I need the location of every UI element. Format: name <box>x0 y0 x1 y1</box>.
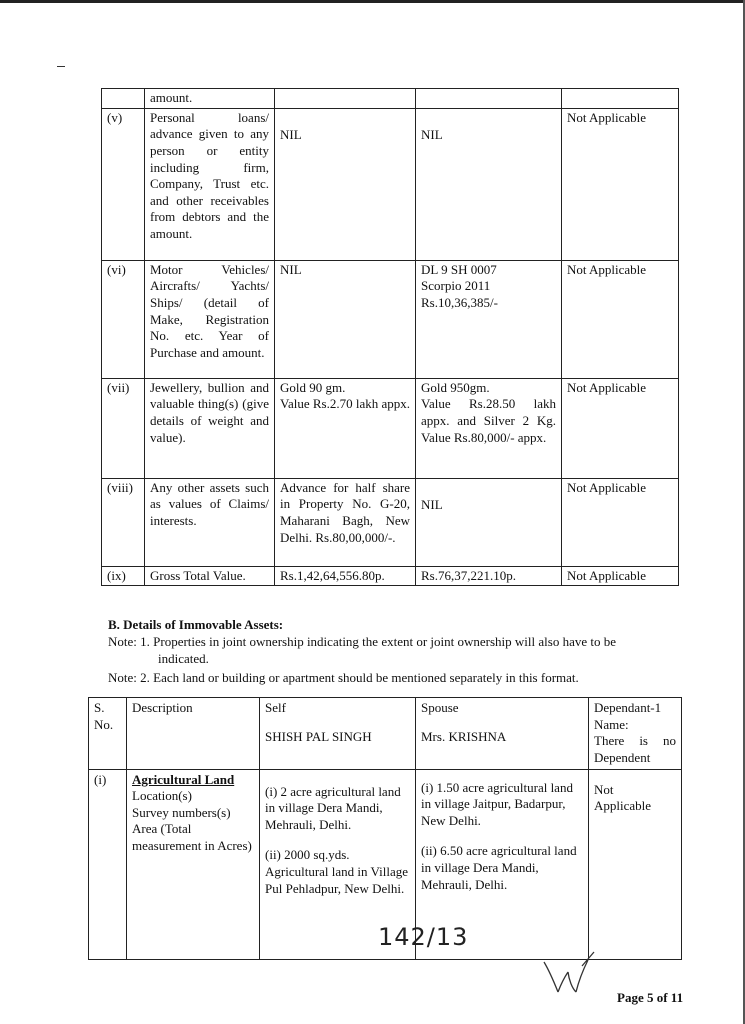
handwritten-number: 142/13 <box>378 923 469 951</box>
table-row <box>102 378 679 478</box>
table-row <box>102 89 679 109</box>
self-property-1: (i) 2 acre agricultural land in village Dera Mandi, Mehrauli, Delhi. <box>265 783 401 832</box>
row-self-value: NIL <box>275 260 416 378</box>
row-dependent-value: Not Applicable <box>562 566 679 586</box>
row-spouse-value: NIL <box>416 108 562 260</box>
row-number: (viii) <box>102 478 145 566</box>
scan-top-edge <box>0 0 745 3</box>
row-number: (v) <box>102 108 145 260</box>
header-spouse-name: Mrs. KRISHNA <box>421 728 507 744</box>
row-spouse-value: NIL <box>416 478 562 566</box>
row-spouse-value: Gold 950gm. Value Rs.28.50 lakh appx. and Silver 2 Kg. Value Rs.80,000/- appx. <box>416 378 562 478</box>
row-self-value: Gold 90 gm. Value Rs.2.70 lakh appx. <box>275 378 416 478</box>
header-dependent: Dependant-1 Name: There is no Dependent <box>589 698 682 770</box>
row-spouse-value: DL 9 SH 0007 Scorpio 2011 Rs.10,36,385/- <box>416 260 562 378</box>
row-spouse-value: Rs.76,37,221.10p. <box>416 566 562 586</box>
row-self-value: Rs.1,42,64,556.80p. <box>275 566 416 586</box>
row-description: Any other assets such as values of Claims/ interests. <box>145 478 275 566</box>
note-1-continued: indicated. <box>158 650 209 666</box>
table-row <box>102 260 679 378</box>
row-dependent-value: Not Applicable <box>562 478 679 566</box>
row-dependent-value: Not Applicable <box>562 260 679 378</box>
row-description: Gross Total Value. <box>145 566 275 586</box>
agricultural-land-title: Agricultural Land <box>132 771 235 787</box>
table-row <box>102 478 679 566</box>
section-title: B. Details of Immovable Assets: <box>108 617 284 632</box>
row-self-value: NIL <box>275 108 416 260</box>
row-number: (i) <box>89 769 127 959</box>
page-number: Page 5 of 11 <box>617 990 684 1005</box>
row-number: (vii) <box>102 378 145 478</box>
row-number <box>102 89 145 109</box>
row-dependent-value <box>562 89 679 109</box>
row-description <box>127 769 260 959</box>
row-spouse-value <box>416 89 562 109</box>
self-property-2: (ii) 2000 sq.yds. Agricultural land in Village Pul Pehladpur, New Delhi. <box>265 847 409 896</box>
note-2: Note: 2. Each land or building or apartment should be mentioned separately in this format. <box>108 669 579 685</box>
signature-icon <box>538 948 598 1003</box>
agricultural-land-fields: Location(s) Survey numbers(s) Area (Total measurement in Acres) <box>132 788 252 853</box>
row-self-value: Advance for half share in Property No. G-20, Maharani Bagh, New Delhi. Rs.80,00,000/-. <box>275 478 416 566</box>
row-self-value <box>275 89 416 109</box>
header-self <box>260 698 416 770</box>
header-description: Description <box>127 698 260 770</box>
spouse-property-1: (i) 1.50 acre agricultural land in village Jaitpur, Badarpur, New Delhi. <box>421 779 573 828</box>
header-self-name: SHISH PAL SINGH <box>265 728 372 744</box>
row-dependent-value: Not Applicable <box>562 378 679 478</box>
row-description: Jewellery, bullion and valuable thing(s) (give details of weight and value). <box>145 378 275 478</box>
row-number: (vi) <box>102 260 145 378</box>
spouse-property-2: (ii) 6.50 acre agricultural land in village Dera Mandi, Mehrauli, Delhi. <box>421 843 577 892</box>
movable-assets-table <box>101 88 679 586</box>
row-dependent-value: Not Applicable <box>589 769 682 959</box>
row-number: (ix) <box>102 566 145 586</box>
row-description: Personal loans/ advance given to any person or entity including firm, Company, Trust etc. and other receivables from debtors and the amount. <box>145 108 275 260</box>
immovable-assets-table <box>88 697 682 960</box>
row-description: Motor Vehicles/ Aircrafts/ Yachts/ Ships/ (detail of Make, Registration No. etc. Year of Purchase and amount. <box>145 260 275 378</box>
header-self-label: Self <box>265 700 286 715</box>
header-sno: S. No. <box>89 698 127 770</box>
table-row <box>102 566 679 586</box>
header-spouse <box>416 698 589 770</box>
row-description: amount. <box>145 89 275 109</box>
row-dependent-value: Not Applicable <box>562 108 679 260</box>
immovable-assets-section <box>108 617 688 687</box>
table-row <box>102 108 679 260</box>
header-spouse-label: Spouse <box>421 700 459 715</box>
margin-mark <box>57 66 65 67</box>
note-1: Note: 1. Properties in joint ownership indicating the extent or joint ownership will also have to be <box>108 633 616 649</box>
table-header-row <box>89 698 682 770</box>
